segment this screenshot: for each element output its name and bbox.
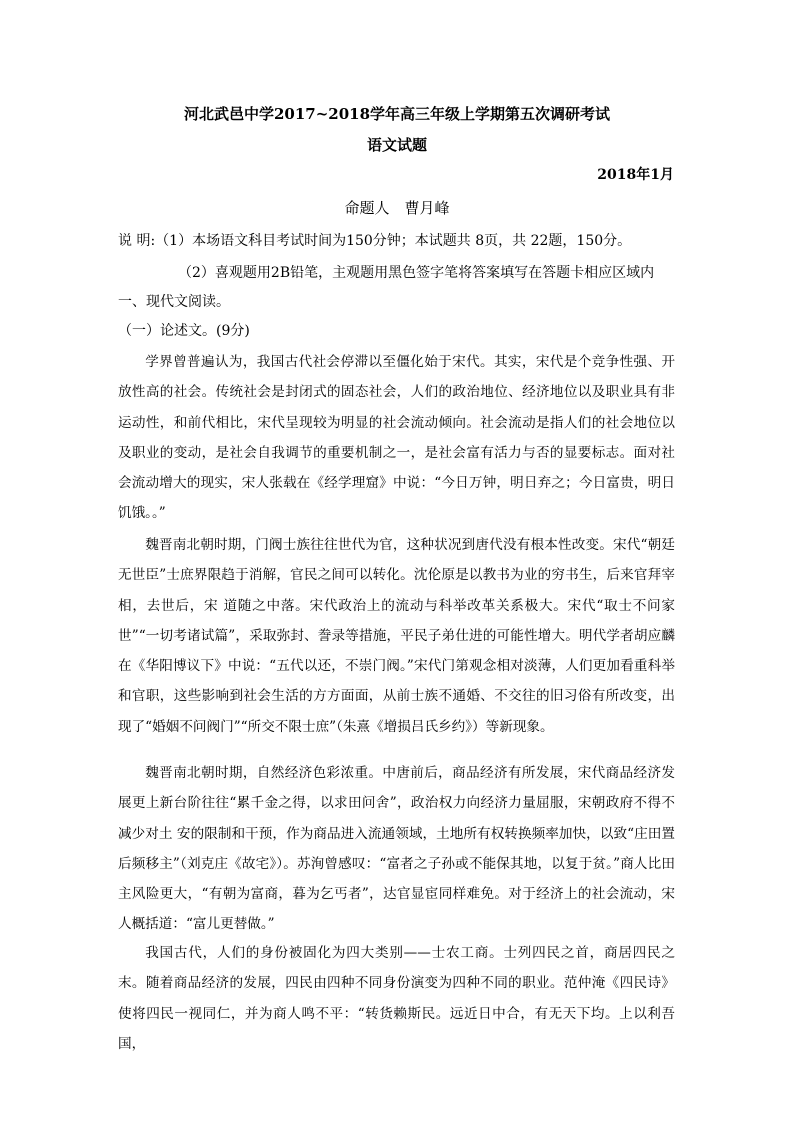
paragraph-4 xyxy=(118,938,675,1059)
subsection-heading: （一）论述文。(9分) xyxy=(118,323,250,339)
paragraph-text: 学界曾普遍认为，我国古代社会停滞以至僵化始于宋代。其实，宋代是个竞争性强、开放性高的社会。传统社会是封闭式的固态社会，人们的政治地位、经济地位以及职业具有非运动性，和前代相比，宋代呈现较为明显的社会流动倾向。社会流动是指人们的社会地位以及职业的变动，是社会自我调节的重要机制之一，是社会富有活力与否的显要标志。面对社会流动增大的现实，宋人张载在《经学理窟》中说：“今日万钟，明日弃之；今日富贵，明日饥饿。。” xyxy=(118,354,675,522)
exam-subject: 语文试题 xyxy=(366,136,427,154)
section-heading: 一、现代文阅读。 xyxy=(118,294,230,310)
paragraph-2 xyxy=(118,530,675,742)
paragraph-text: 魏晋南北朝时期，自然经济色彩浓重。中唐前后，商品经济有所发展，宋代商品经济发展更上新台阶往往“累千金之得，以求田问舍”，政治权力向经济力量屈服，宋朝政府不得不减少对土 安的限制和干预，作为商品进入流通领域，土地所有权转换频率加快，以致“庄田置后频移主”（刘克庄《故宅》）。苏洵曾感叹：“富者之子孙或不能保其地，以复于贫。”商人比田主风险更大，“有朝为富商，暮为乞丐者”，达官显宦同样难免。对于经济上的社会流动，宋人概括道：“富儿更替做。” xyxy=(118,765,675,933)
paragraph-text: 我国古代，人们的身份被固化为四大类别——士农工商。士列四民之首，商居四民之末。随着商品经济的发展，四民由四种不同身份演变为四种不同的职业。范仲淹《四民诗》使将四民一视同仁，并为商人鸣不平：“转货赖斯民。远近日中合，有无天下均。上以利吾国， xyxy=(118,945,675,1052)
instruction-line-2: （2）喜观题用2B铅笔，主观题用黑色签字笔将答案填写在答题卡相应区域内 xyxy=(178,265,655,281)
paragraph-text: 魏晋南北朝时期，门阀士族往往世代为官，这种状况到唐代没有根本性改变。宋代“朝廷无世臣”士庶界限趋于消解，官民之间可以转化。沈伦原是以教书为业的穷书生，后来官拜宰相，去世后，宋 道随之中落。宋代政治上的流动与科举改革关系极大。宋代“取士不问家世”“一切考诸试篇”，采取弥封、誊录等措施，平民子弟仕进的可能性增大。明代学者胡应麟在《华阳博议下》中说：“五代以还，不崇门阀。”宋代门第观念相对淡薄，人们更加看重科举和官职，这些影响到社会生活的方方面面，从前士族不通婚、不交往的旧习俗有所改变，出现了“婚姻不问阀门”“所交不限士庶”（朱熹《增损吕氏乡约》）等新现象。 xyxy=(118,537,675,735)
instruction-line-1: 说 明:（1）本场语文科目考试时间为150分钟；本试题共 8页，共 22题，150分。 xyxy=(118,233,632,249)
exam-date: 2018年1月 xyxy=(597,167,674,183)
paragraph-3 xyxy=(118,758,675,940)
exam-title: 河北武邑中学2017~2018学年高三年级上学期第五次调研考试 xyxy=(183,105,611,123)
exam-author: 命题人 曹月峰 xyxy=(344,199,450,217)
paragraph-1 xyxy=(118,347,675,529)
